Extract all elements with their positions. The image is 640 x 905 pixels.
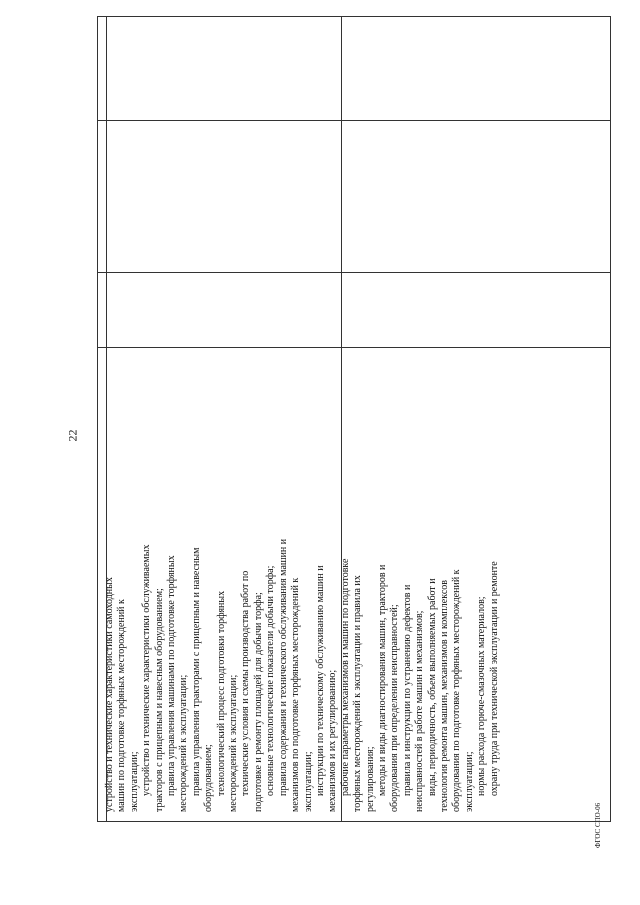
text-line: правила управления тракторами с прицепным и навесным [190,547,202,796]
text-line: технические условия и схемы производства работ по [240,570,252,796]
text-line: механизмов по подготовке торфяных месторождений к [290,577,302,812]
text-line: торфяных месторождений к эксплуатации и правила их [352,575,364,812]
text-line: тракторов с прицепным и навесным оборудованием; [153,588,165,812]
text-line: методы и виды диагностирования машин, тракторов и [376,564,388,796]
footer-code: ФГОС СПО-06 [594,802,602,848]
text-line: оборудования при определении неисправностей; [389,604,401,812]
text-line: регулирования; [364,746,376,812]
table-row-divider [98,120,610,121]
text-line: технология ремонта машин, механизмов и комплексов [438,580,450,812]
text-line: эксплуатации; [302,751,314,812]
text-line: виды, периодичность, объем выполняемых работ и [426,578,438,796]
rotated-text-block [104,452,501,812]
text-line: эксплуатации; [463,751,475,812]
text-line: устройство и технические характеристики обслуживаемых [141,544,153,796]
text-line: машин по подготовке торфяных месторождений к [116,599,128,812]
text-line: технологический процесс подготовки торфяных [215,590,227,796]
text-line: механизмов и их регулированию; [327,669,339,812]
text-line: оборудованием; [203,744,215,812]
text-line: правила содержания и технического обслуживания машин и [277,538,289,796]
text-line: эксплуатации; [128,751,140,812]
text-line: правила и инструкции по устранению дефектов и [401,584,413,796]
text-line: правила управления машинами по подготовке торфяных [166,555,178,796]
table-row-divider [98,272,610,273]
text-line: рабочие параметры механизмов и машин по подготовке [339,558,351,796]
text-line: инструкции по техническому обслуживанию машин и [314,565,326,796]
text-line: месторождений к эксплуатации; [228,674,240,812]
text-line: неисправностей в работе машин и механизмов; [414,610,426,812]
text-line: охрану труда при технической эксплуатации и ремонте [488,561,500,796]
text-line: подготовке и ремонту площадей для добычи торфа; [252,592,264,812]
text-line: нормы расхода горюче-смазочных материалов; [476,596,488,796]
text-line: оборудования по подготовке торфяных месторождений к [451,569,463,812]
table-row-divider [98,347,610,348]
text-line: месторождений к эксплуатации; [178,674,190,812]
page-number: 22 [65,429,80,442]
text-line: устройство и технические характеристики самоходных [104,577,115,812]
text-line: основные технологические показатели добычи торфа; [265,565,277,796]
